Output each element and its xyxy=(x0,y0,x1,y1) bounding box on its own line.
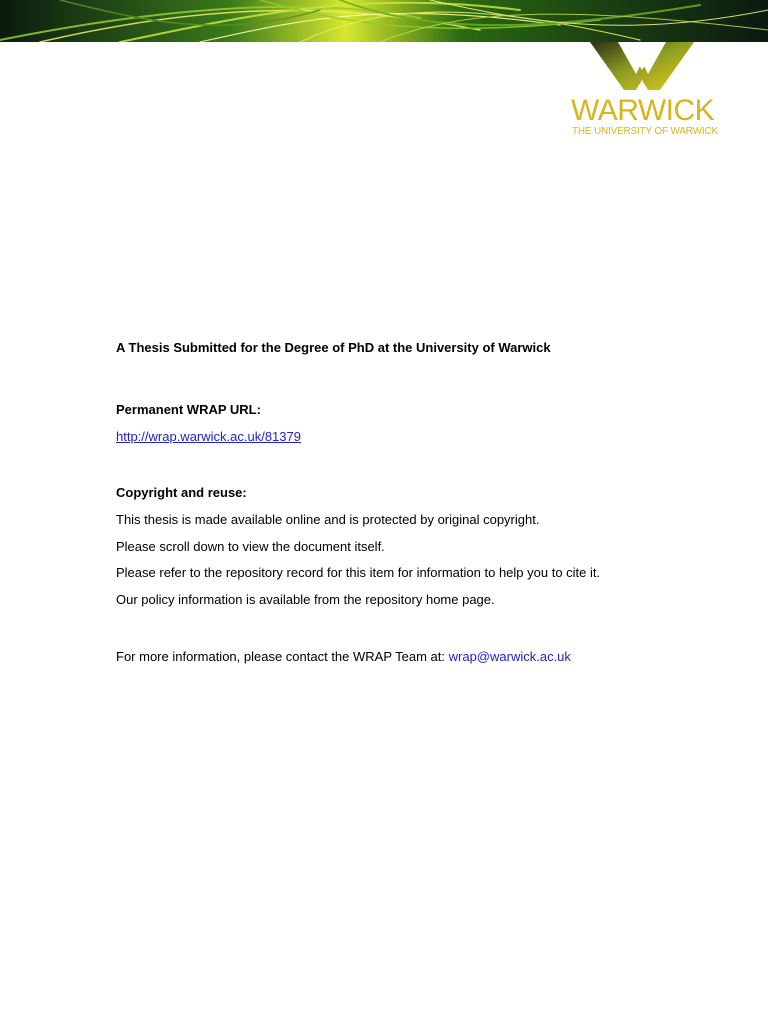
contact-email-link[interactable]: wrap@warwick.ac.uk xyxy=(448,649,571,664)
copyright-line: Our policy information is available from the repository home page. xyxy=(116,592,495,607)
contact-line xyxy=(116,649,571,665)
copyright-heading: Copyright and reuse: xyxy=(116,485,247,500)
wrap-url-link[interactable]: http://wrap.warwick.ac.uk/81379 xyxy=(116,429,301,444)
wrap-url-label: Permanent WRAP URL: xyxy=(116,402,261,417)
logo-wordmark: WARWICK xyxy=(571,94,715,127)
contact-text: For more information, please contact the WRAP Team at: xyxy=(116,649,449,664)
banner-light-streaks xyxy=(0,0,768,42)
thesis-statement: A Thesis Submitted for the Degree of PhD at the University of Warwick xyxy=(116,340,551,355)
logo-subtitle: THE UNIVERSITY OF WARWICK xyxy=(572,126,718,137)
copyright-line: Please scroll down to view the document itself. xyxy=(116,539,385,554)
header-banner xyxy=(0,0,768,42)
warwick-logo xyxy=(560,42,730,142)
warwick-logo-mark-icon xyxy=(590,42,694,92)
copyright-line: Please refer to the repository record for this item for information to help you to cite it. xyxy=(116,565,601,580)
copyright-line: This thesis is made available online and is protected by original copyright. xyxy=(116,512,540,527)
